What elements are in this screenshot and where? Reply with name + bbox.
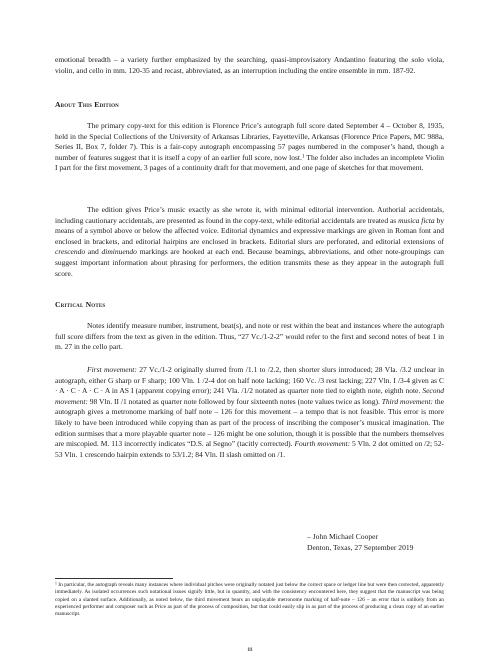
diminuendo-term: diminuendo bbox=[101, 247, 137, 257]
third-movement-notes: the autograph gives a metronome marking of half note – 126 for this movement – a tempo that is not feasible. This error is more likely to have been introduced while copying than as part of the process of inscribing the composer’s musical imagination. The edition surmises that a more playable quarter note – 126 might be one solution, though it is possible that the numbers themselves are miscopied. M. 113 incorrectly indicates “D.S. al Segno” (tacitly corrected). bbox=[55, 396, 444, 449]
fourth-movement-notes: 5 Vln. 2 dot omitted on /2; 52-53 Vln. 1 crescendo hairpin extends to 53/1.2; 84 Vln. II slash omitted on /1. bbox=[55, 439, 444, 459]
intro-paragraph: emotional breadth – a variety further emphasized by the searching, quasi-improvisatory Andantino featuring the solo viola, violin, and cello in mm. 120-35 and recast, abbreviated, as an interruption including the entire ensemble in mm. 187-92. bbox=[55, 55, 444, 75]
critical-paragraph-2 bbox=[55, 365, 444, 460]
first-movement-notes: 27 Vc./1-2 originally slurred from /1.1 to /2.2, then shorter slurs introduced; 28 Vla. /3.2 unclear in autograph, either G sharp or F sharp; 100 Vln. 1 /2-4 dot on half note lacking; 160 Vc. /3 rest lacking; 227 Vln. I /3-4 given as C · A · C · A · C · A in AS I (apparent copying error); 241 Vla. /1/2 notated as quarter note tied to eighth note, eighth note. bbox=[55, 365, 444, 396]
page-number: iii bbox=[247, 646, 253, 653]
second-movement-notes: 98 Vln. II /1 notated as quarter note followed by four sixteenth notes (note values twice as long). bbox=[87, 396, 382, 406]
about-p2-and: and bbox=[85, 247, 102, 257]
about-paragraph-2 bbox=[55, 205, 444, 279]
fourth-movement-label: Fourth movement: bbox=[294, 439, 351, 449]
footnote-reference[interactable]: 1 bbox=[301, 153, 305, 160]
about-p1-text: The primary copy-text for this edition is Florence Price’s autograph full score dated September 4 – October 8, 1935, held in the Special Collections of the University of Arkansas Libraries, Fayetteville, Arkansas (Florence Price Papers, MC 988a, Series II, Box 7, folder 7). This is a fair-copy autograph encompassing 57 pages numbered in the composer’s hand, though a number of features suggest that it is itself a copy of an earlier full score, now lost. bbox=[55, 121, 444, 162]
footnote-text: In particular, the autograph reveals many instances where individual pitches were originally notated just below the correct space or ledger line but were then corrected, apparently immediately. As isolated occurrences such notational issues signify little, but in quantity, and with the consistency encountered here, they suggest that the manuscript was being copied on a slanted surface. Additionally, as noted below, the third movement bears an unplayable metronome marking of half-note – 126 – an error that is unlikely from an experienced performer and composer such as Price as part of the process of composition, but that could easily slip in as part of the process of producing a clean copy of an earlier manuscript. bbox=[55, 582, 444, 618]
about-p2-text-a: The edition gives Price’s music exactly as she wrote it, with minimal editorial intervention. Authorial accidentals, including cautionary accidentals, are presented as found in the copy-text, while editorial accidentals are treated as bbox=[55, 205, 444, 225]
second-movement-label: Second movement: bbox=[55, 386, 444, 406]
about-p1-text-after: The folder also includes an incomplete Violin I part for the first movement, 3 pages of a continuity draft for that movement, and one page of sketches for that movement. bbox=[55, 152, 444, 173]
about-p2-text-b: by means of a symbol above or below the affected voice. Editorial dynamics and expressive markings are given in Roman font and enclosed in brackets, and editorial hairpins are enclosed in brackets. Editorial slurs are perforated, and editorial extensions of bbox=[55, 215, 445, 246]
about-paragraph-1 bbox=[55, 121, 444, 174]
footnote-divider bbox=[55, 578, 173, 579]
critical-paragraph-1: Notes identify measure number, instrument, beat(s), and note or rest within the beat and instances where the autograph full score differs from the text as given in the edition. Thus, “27 Vc./1-2-2” would refer to the first and second notes of beat 1 in m. 27 in the cello part. bbox=[55, 321, 444, 352]
signature-name: – John Michael Cooper bbox=[307, 532, 379, 541]
about-edition-heading: About This Edition bbox=[55, 100, 119, 109]
first-movement-label: First movement: bbox=[87, 365, 137, 374]
footnote-mark: 1 bbox=[55, 581, 57, 586]
third-movement-label: Third movement: bbox=[381, 396, 433, 406]
crescendo-term: crescendo bbox=[55, 247, 86, 257]
signature-place-date: Denton, Texas, 27 September 2019 bbox=[307, 543, 414, 552]
musica-ficta-term: musica ficta bbox=[398, 215, 435, 225]
critical-notes-heading: Critical Notes bbox=[55, 300, 106, 309]
about-p2-text-c: markings are hooked at each end. Because beamings, abbreviations, and other note-groupings can suggest important information about phrasing for performers, the edition transmits these as they appear in the autograph full score. bbox=[55, 247, 444, 278]
footnote-1 bbox=[55, 582, 444, 618]
